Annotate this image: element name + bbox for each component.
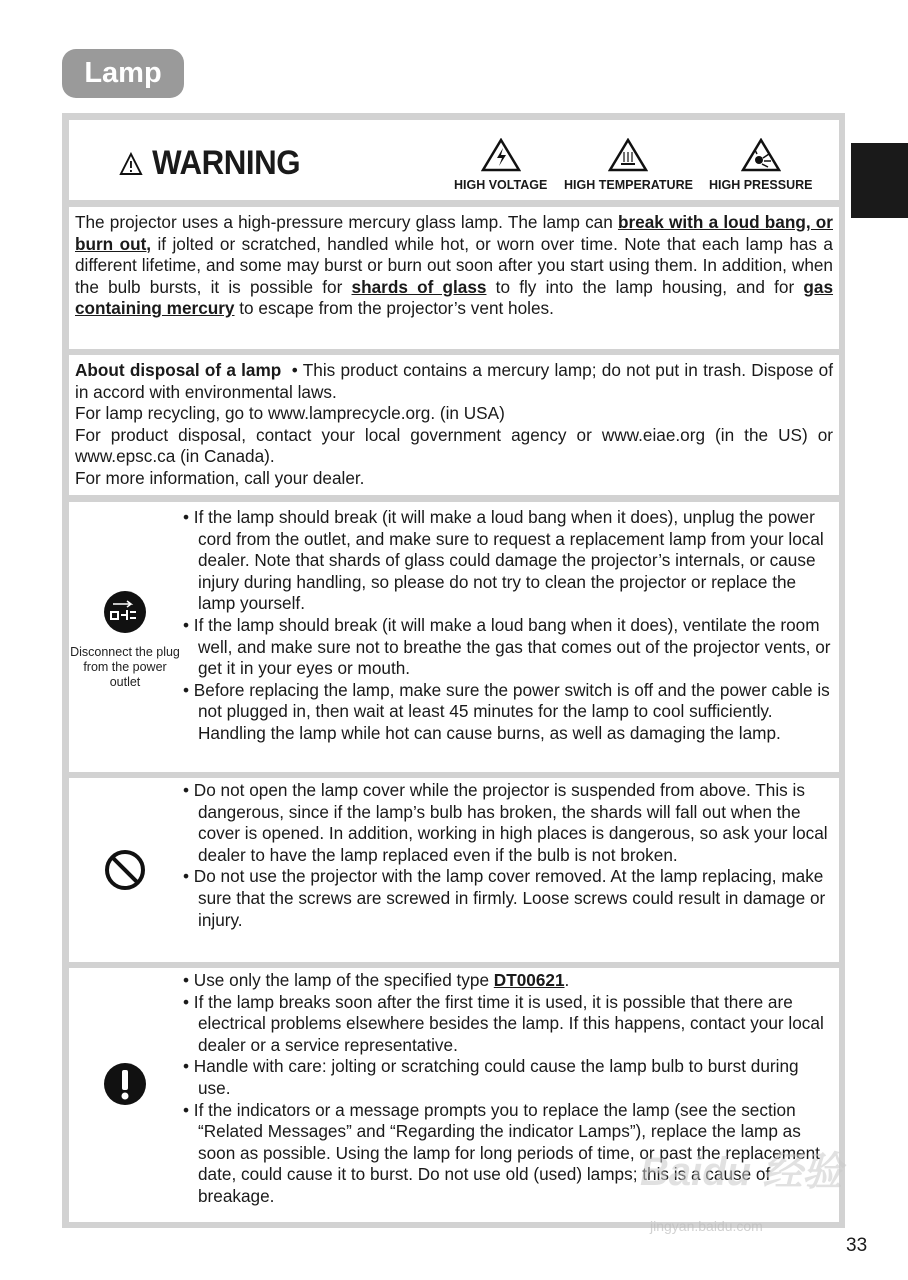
unplug-list bbox=[183, 507, 833, 745]
warning-frame bbox=[62, 113, 845, 1228]
warning-triangle-icon bbox=[119, 152, 143, 176]
list-item: • Do not use the projector with the lamp cover removed. At the lamp replacing, make sure that the screws are screwed in firmly. Loose screws could result in damage or injury. bbox=[183, 866, 833, 931]
lamp-model: DT00621 bbox=[493, 970, 565, 990]
mandatory-symbol bbox=[69, 1062, 181, 1111]
section-title: Lamp bbox=[62, 49, 184, 98]
list-item: • Use only the lamp of the specified type DT00621. bbox=[183, 970, 833, 992]
warning-title: WARNING bbox=[119, 144, 300, 183]
disposal-heading: About disposal of a lamp bbox=[75, 360, 282, 380]
prohibit-list bbox=[183, 780, 833, 931]
hazard-high-pressure: HIGH PRESSURE bbox=[709, 138, 813, 192]
prohibited-icon bbox=[103, 848, 147, 892]
high-voltage-icon bbox=[481, 138, 521, 172]
hazard-high-temperature: HIGH TEMPERATURE bbox=[564, 138, 693, 192]
high-pressure-icon bbox=[741, 138, 781, 172]
list-item: • If the lamp should break (it will make a loud bang when it does), ventilate the room well, and make sure not to breathe the gas that comes out of the projector vents, or get it in your eyes or mouth. bbox=[183, 615, 833, 680]
list-item: • Handle with care: jolting or scratching could cause the lamp bulb to burst during use. bbox=[183, 1056, 833, 1099]
list-item: • If the indicators or a message prompts you to replace the lamp (see the section “Related Messages” and “Regarding the indicator Lamps”), replace the lamp as soon as possible. Using the lamp for long periods of time, or past the replacement date, could cause it to burst. Do not use old (used) lamps; this is a cause of breakage. bbox=[183, 1100, 833, 1208]
high-temperature-icon bbox=[608, 138, 648, 172]
prohibit-symbol bbox=[69, 848, 181, 897]
list-item: • Before replacing the lamp, make sure the power switch is off and the power cable is not plugged in, then wait at least 45 minutes for the lamp to cool sufficiently. Handling the lamp while hot can cause burns, as well as damaging the lamp. bbox=[183, 680, 833, 745]
list-item: • Do not open the lamp cover while the projector is suspended from above. This is dangerous, since if the lamp’s bulb has broken, the shards will fall out when the cover is opened. In addition, working in high places is dangerous, so ask your local dealer to have the lamp replaced even if the bulb is not broken. bbox=[183, 780, 833, 866]
prohibit-box bbox=[69, 778, 839, 962]
hazard-high-voltage: HIGH VOLTAGE bbox=[454, 138, 547, 192]
disconnect-plug-icon bbox=[103, 590, 147, 634]
watermark-url: jingyan.baidu.com bbox=[650, 1218, 763, 1234]
unplug-box bbox=[69, 502, 839, 772]
list-item: • If the lamp breaks soon after the first time it is used, it is possible that there are electrical problems elsewhere besides the lamp. If this happens, contact your local dealer or a service representative. bbox=[183, 992, 833, 1057]
exclamation-icon bbox=[103, 1062, 147, 1106]
list-item: • If the lamp should break (it will make a loud bang when it does), unplug the power cord from the outlet, and make sure to request a replacement lamp from your local dealer. Note that shards of glass could damage the projector’s internals, or cause injury during handling, so please do not try to clean the projector or replace the lamp yourself. bbox=[183, 507, 833, 615]
warning-header bbox=[69, 120, 839, 200]
disposal-section: About disposal of a lamp • This product contains a mercury lamp; do not put in trash. Dispose of in accord with environmental laws. For lamp recycling, go to www.lamprecycle.org. (in USA) For product disposal, contact your local government agency or www.eiae.org (in the US) or www.epsc.ca (in Canada). For more information, call your dealer. bbox=[69, 355, 839, 495]
unplug-symbol: Disconnect the plug from the power outlet bbox=[69, 590, 181, 690]
intro-paragraph: The projector uses a high-pressure mercury glass lamp. The lamp can break with a loud bang, or burn out, if jolted or scratched, handled while hot, or worn over time. Note that each lamp has a different lifetime, and some may burst or burn out soon after you start using them. In addition, when the bulb bursts, it is possible for shards of glass to fly into the lamp housing, and for gas containing mercury to escape from the projector’s vent holes. bbox=[69, 207, 839, 349]
chapter-tab bbox=[851, 143, 908, 218]
watermark-logo: Baidu 经验 bbox=[640, 1150, 843, 1194]
page-number: 33 bbox=[846, 1235, 868, 1256]
